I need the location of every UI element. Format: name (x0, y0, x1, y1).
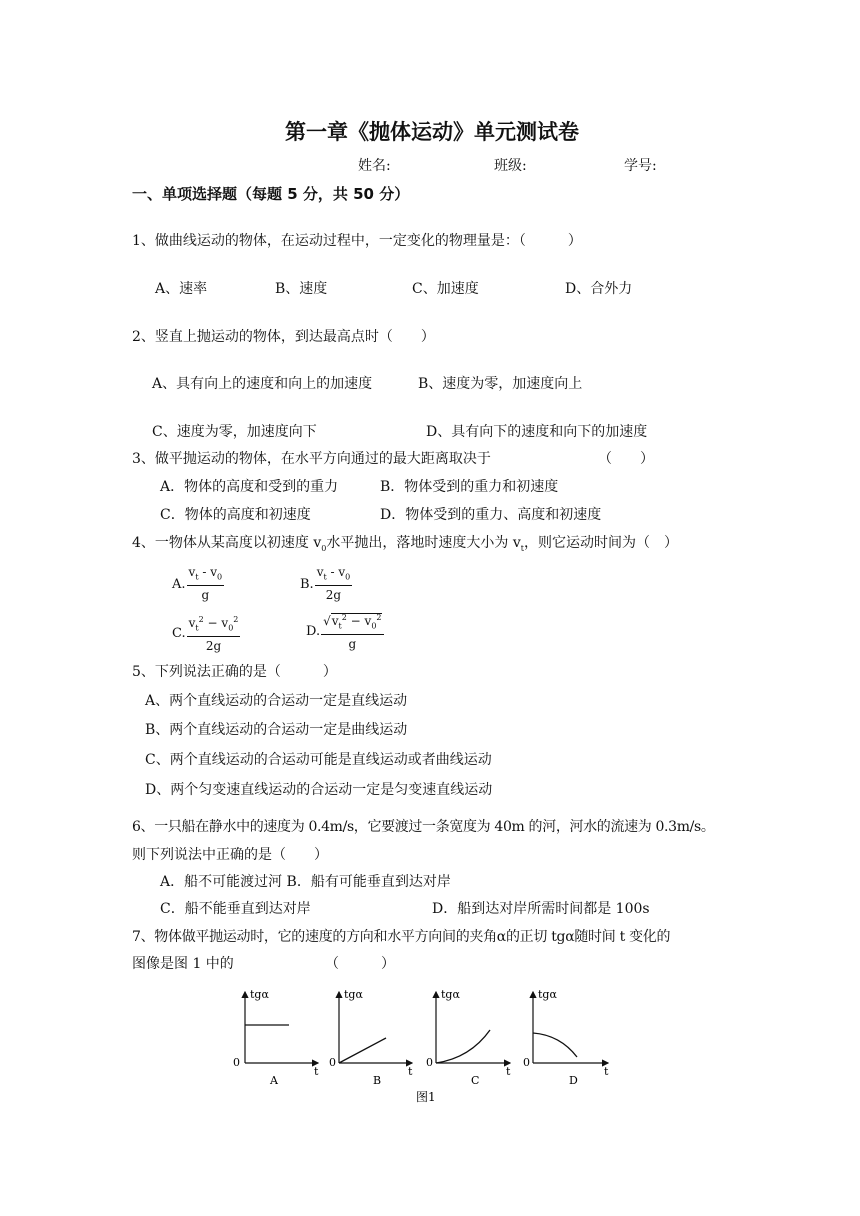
q2-option-c: C、速度为零，加速度向下 (152, 424, 317, 440)
q6-stem-line2: 则下列说法中正确的是（ ） (132, 847, 328, 863)
q4-stem-part-c: ，则它运动时间为（ ） (523, 535, 678, 551)
q4-option-a: A. $\frac{v_t - v_0}{g}$ (172, 565, 223, 603)
q1-option-a: A、速率 (155, 281, 208, 297)
q6-stem-line1: 6、一只船在静水中的速度为 0.4m/s，它要渡过一条宽度为 40m 的河，河水的流速为 0.3m/s。 (132, 819, 715, 835)
q4-option-c-den: 2g (205, 639, 222, 654)
q4-option-c-label: C. (172, 625, 186, 641)
graph-d-origin: 0 (523, 1056, 530, 1069)
figure-caption: 图1 (416, 1090, 436, 1104)
q4-option-a-den: g (201, 588, 210, 603)
graph-b-curve (339, 1038, 386, 1063)
q2-stem: 2、竖直上抛运动的物体，到达最高点时（ ） (132, 329, 435, 345)
q5-option-b: B、两个直线运动的合运动一定是曲线运动 (145, 722, 408, 738)
q4-stem-sub-t: t (520, 543, 524, 553)
graph-c-x-label: t (506, 1065, 511, 1078)
graph-panel-a (233, 988, 319, 1087)
q4-option-b-label: B. (300, 576, 314, 592)
graph-c-y-label: tgα (441, 988, 460, 1001)
q5-option-d: D、两个匀变速直线运动的合运动一定是匀变速直线运动 (145, 782, 493, 798)
graph-a-origin: 0 (233, 1056, 240, 1069)
name-label: 姓名: (358, 158, 391, 174)
q3-paren: （ ） (598, 451, 654, 467)
q2-option-b: B、速度为零，加速度向上 (418, 376, 583, 392)
q4-option-d: D. $\frac{√v_t^2 - v_0^2}{g}$ (306, 610, 384, 652)
q2-option-d: D、具有向下的速度和向下的加速度 (426, 424, 648, 440)
q4-option-b-den: 2g (325, 588, 342, 603)
q3-option-b: B．物体受到的重力和初速度 (380, 479, 559, 495)
number-label: 学号: (624, 158, 657, 174)
q6-option-ab: A．船不可能渡过河 B．船有可能垂直到达对岸 (160, 874, 451, 890)
graph-c-origin: 0 (426, 1056, 433, 1069)
q3-option-a: A．物体的高度和受到的重力 (160, 479, 339, 495)
q4-stem-part-b: 水平抛出，落地时速度大小为 v (326, 535, 521, 551)
q7-paren: （ ） (325, 956, 395, 972)
graph-a-x-label: t (314, 1065, 319, 1078)
graph-a-panel-label: A (270, 1074, 278, 1087)
q6-option-c: C．船不能垂直到达对岸 (160, 901, 311, 917)
graph-b-origin: 0 (329, 1056, 336, 1069)
q5-option-a: A、两个直线运动的合运动一定是直线运动 (145, 693, 408, 709)
q4-option-b: B. $\frac{v_t - v_0}{2g}$ (300, 565, 351, 603)
q1-option-d: D、合外力 (565, 281, 633, 297)
page-title: 第一章《抛体运动》单元测试卷 (285, 120, 579, 144)
q4-option-d-label: D. (306, 623, 321, 639)
section-heading: 一、单项选择题（每题 5 分，共 50 分） (132, 185, 410, 203)
q5-stem: 5、下列说法正确的是（ ） (132, 664, 337, 680)
q1-stem: 1、做曲线运动的物体，在运动过程中，一定变化的物理量是：（ ） (132, 233, 582, 249)
graph-d-panel-label: D (569, 1074, 578, 1087)
q2-option-a: A、具有向上的速度和向上的加速度 (152, 376, 373, 392)
q3-option-d: D．物体受到的重力、高度和初速度 (380, 507, 602, 523)
graph-b-y-label: tgα (344, 988, 363, 1001)
q4-option-c: C. $\frac{v_t^2 - v_0^2}{2g}$ (172, 612, 240, 654)
q4-option-d-den: g (348, 637, 357, 652)
graph-d-y-label: tgα (538, 988, 557, 1001)
class-label: 班级: (494, 158, 527, 174)
q4-stem-part-a: 4、一物体从某高度以初速度 v (132, 535, 322, 551)
q5-option-c: C、两个直线运动的合运动可能是直线运动或者曲线运动 (145, 752, 492, 768)
q7-stem-line2: 图像是图 1 中的 (132, 956, 234, 972)
q4-stem-sub-0: 0 (321, 543, 327, 553)
q6-option-d: D．船到达对岸所需时间都是 100s (432, 901, 650, 917)
q3-stem: 3、做平抛运动的物体，在水平方向通过的最大距离取决于 (132, 451, 491, 467)
graph-panel-b (329, 988, 413, 1087)
q4-option-a-label: A. (172, 576, 186, 592)
graph-c-curve (436, 1030, 490, 1063)
graph-a-y-label: tgα (250, 988, 269, 1001)
q1-option-b: B、速度 (275, 281, 328, 297)
graph-d-x-label: t (604, 1065, 609, 1078)
graph-c-panel-label: C (471, 1074, 480, 1087)
graph-d-curve (533, 1033, 577, 1057)
graph-panel-c (426, 988, 511, 1087)
graph-b-x-label: t (408, 1065, 413, 1078)
graph-panel-d (523, 988, 609, 1087)
q1-option-c: C、加速度 (412, 281, 479, 297)
q3-option-c: C．物体的高度和初速度 (160, 507, 311, 523)
graph-b-panel-label: B (373, 1074, 382, 1087)
q7-stem-line1: 7、物体做平抛运动时，它的速度的方向和水平方向间的夹角α的正切 tgα随时间 t 变化的 (132, 929, 671, 945)
